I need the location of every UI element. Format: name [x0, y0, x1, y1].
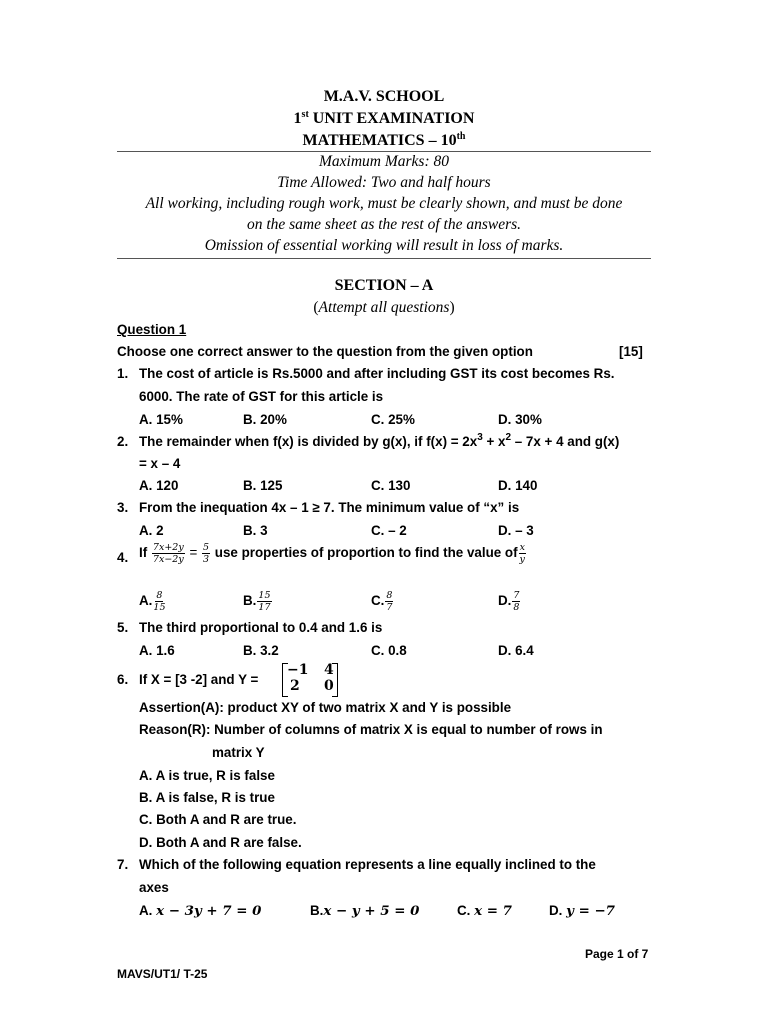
q5-option-a: A. 1.6	[139, 643, 175, 658]
question-instruction: Choose one correct answer to the question from the given option	[117, 344, 533, 359]
q6-option-c: C. Both A and R are true.	[139, 812, 297, 827]
q2-option-b: B. 125	[243, 478, 283, 493]
q5-option-c: C. 0.8	[371, 643, 407, 658]
q5-number: 5.	[117, 620, 129, 635]
q2-text-line1: The remainder when f(x) is divided by g(x), if $f(x) = 2x^3 + x^2 - 7x + 4$ and g(x)	[139, 432, 620, 449]
q4-option-b: B. $\frac{15}{17}$	[243, 589, 271, 613]
q7-text-line1: Which of the following equation represents a line equally inclined to the	[139, 857, 596, 872]
matrix-cell: 0	[324, 678, 334, 694]
q4-ask-fraction: $\frac{x}{y}$	[519, 541, 525, 565]
q5-option-d: D. 6.4	[498, 643, 534, 658]
q7-text-line2: axes	[139, 880, 169, 895]
q6-reason-line2: matrix Y	[212, 745, 265, 760]
q3-option-a: A. 2	[139, 523, 164, 538]
header-rule-top	[117, 151, 651, 152]
q6-assertion: Assertion(A): product XY of two matrix X and Y is possible	[139, 700, 512, 715]
question-marks: [15]	[619, 344, 643, 359]
q4-lhs-fraction: $\frac{7x+2y}{7x-2y}$	[152, 541, 184, 565]
q4-number: 4.	[117, 550, 129, 565]
q4-option-c: C. $\frac{8}{7}$	[371, 589, 393, 613]
q4-option-a: A. $\frac{8}{15}$	[139, 589, 166, 613]
q6-option-d: D. Both A and R are false.	[139, 835, 302, 850]
q6-option-a: A. A is true, R is false	[139, 768, 275, 783]
q7-option-b: B.x − y + 5 = 0	[310, 903, 420, 919]
instruction-line-1: All working, including rough work, must be clearly shown, and must be done	[145, 195, 623, 212]
instruction-line-2: on the same sheet as the rest of the answers.	[246, 216, 522, 233]
q4-text: If $\frac{7x+2y}{7x-2y}$ = $\frac{5}{3}$ use properties of proportion to find the value of $\frac{x}{y}$	[139, 541, 525, 565]
section-subtitle: (Attempt all questions)	[313, 299, 455, 316]
q6-reason-line1: Reason(R): Number of columns of matrix X is equal to number of rows in	[139, 722, 603, 737]
q7-option-c: C. x = 7	[457, 903, 512, 919]
subject-title: MATHEMATICS – 10th	[302, 131, 466, 149]
exam-title: 1st UNIT EXAMINATION	[293, 109, 475, 127]
q1-text-line1: The cost of article is Rs.5000 and after including GST its cost becomes Rs.	[139, 366, 615, 381]
q1-option-c: C. 25%	[371, 412, 415, 427]
q1-option-d: D. 30%	[498, 412, 542, 427]
q7-option-a: A. x − 3y + 7 = 0	[139, 903, 262, 919]
q3-number: 3.	[117, 500, 129, 515]
q1-text-line2: 6000. The rate of GST for this article is	[139, 389, 384, 404]
q5-text: The third proportional to 0.4 and 1.6 is	[139, 620, 383, 635]
section-title: SECTION – A	[334, 277, 434, 294]
document-code: MAVS/UT1/ T-25	[117, 967, 208, 981]
school-name: M.A.V. SCHOOL	[323, 88, 445, 105]
header-rule-bottom	[117, 258, 651, 259]
q6-text: If X = [3 -2] and Y =	[139, 672, 259, 687]
q6-number: 6.	[117, 672, 129, 687]
q1-option-a: A. 15%	[139, 412, 183, 427]
q3-option-c: C. – 2	[371, 523, 407, 538]
q6-matrix-y	[282, 663, 338, 695]
matrix-cell: 4	[324, 662, 334, 678]
q3-text: From the inequation 4x – 1 ≥ 7. The minimum value of “x” is	[139, 500, 520, 515]
matrix-cell: 2	[290, 678, 300, 694]
q7-option-d: D. y = −7	[549, 903, 616, 919]
q2-option-c: C. 130	[371, 478, 411, 493]
q6-option-b: B. A is false, R is true	[139, 790, 275, 805]
instruction-line-3: Omission of essential working will result in loss of marks.	[204, 237, 564, 254]
q4-rhs-fraction: $\frac{5}{3}$	[203, 541, 210, 565]
q7-number: 7.	[117, 857, 129, 872]
q1-option-b: B. 20%	[243, 412, 287, 427]
q2-number: 2.	[117, 434, 129, 449]
q2-text-line2: = x – 4	[139, 456, 181, 471]
q3-option-d: D. – 3	[498, 523, 534, 538]
q2-option-a: A. 120	[139, 478, 179, 493]
page-number: Page 1 of 7	[585, 947, 649, 961]
question-heading: Question 1	[117, 322, 187, 337]
max-marks: Maximum Marks: 80	[318, 153, 449, 170]
q2-option-d: D. 140	[498, 478, 538, 493]
q3-option-b: B. 3	[243, 523, 268, 538]
q4-option-d: D. $\frac{7}{8}$	[498, 589, 520, 613]
matrix-cell: −1	[287, 662, 309, 678]
q1-number: 1.	[117, 366, 129, 381]
time-allowed: Time Allowed: Two and half hours	[277, 174, 491, 191]
q5-option-b: B. 3.2	[243, 643, 279, 658]
